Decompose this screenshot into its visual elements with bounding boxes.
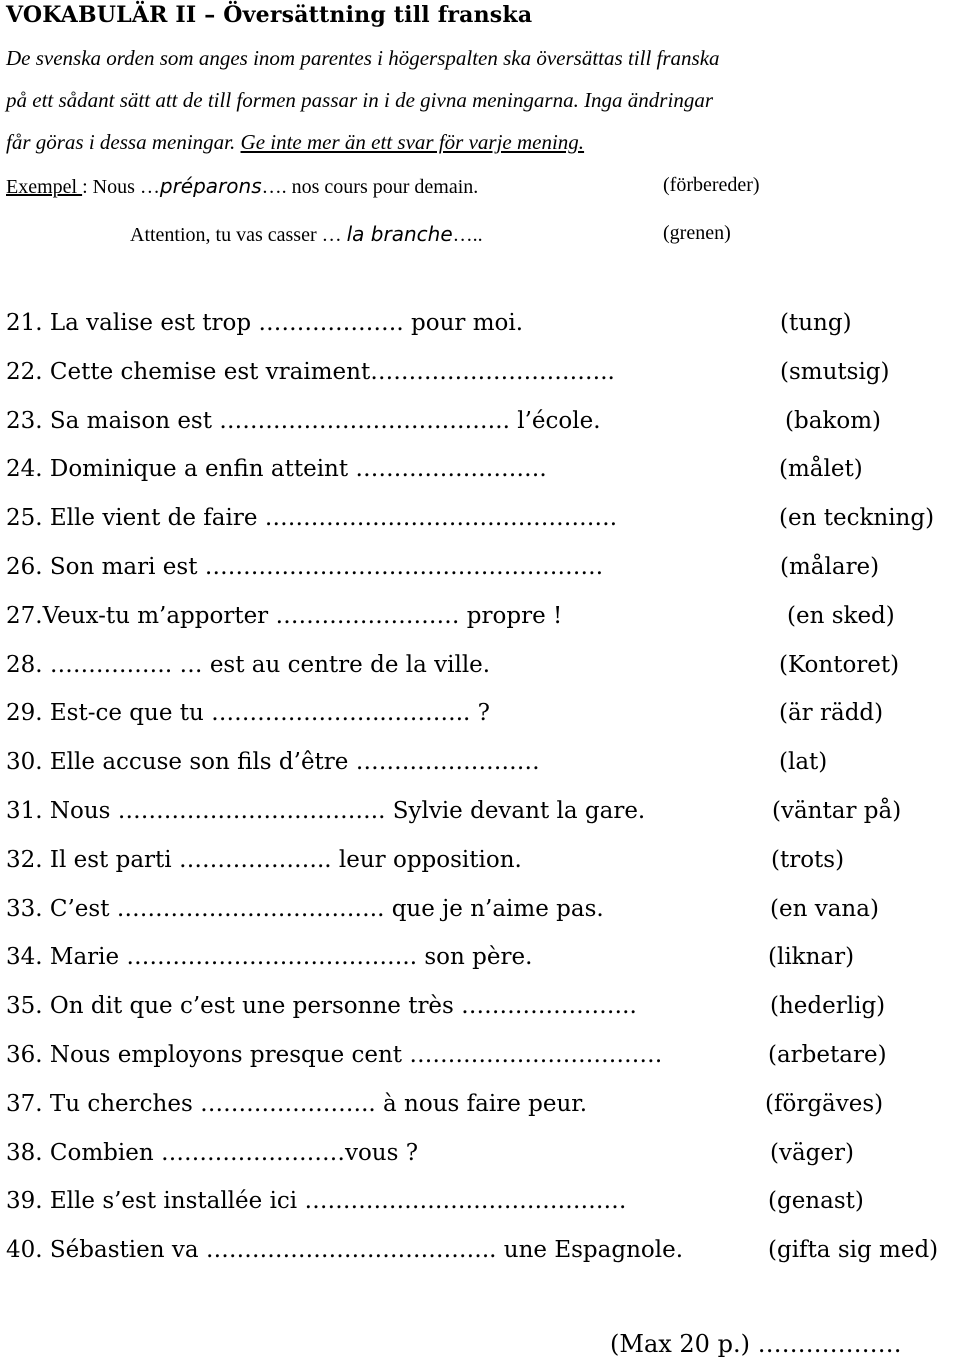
swedish-hint-24: (målet)	[779, 456, 863, 482]
question-38: 38. Combien ……………………vous ?	[6, 1140, 419, 1166]
example-answer-1: préparons	[159, 174, 262, 198]
page-title: VOKABULÄR II – Översättning till franska	[6, 2, 533, 28]
swedish-hint-35: (hederlig)	[770, 993, 886, 1019]
example-rest-2: …..	[452, 224, 483, 246]
question-26: 26. Son mari est …………………………………………….	[6, 554, 604, 580]
swedish-hint-32: (trots)	[771, 847, 845, 873]
example-answer-2: la branche	[346, 222, 453, 246]
swedish-hint-34: (liknar)	[768, 944, 855, 970]
question-27: 27.Veux-tu m’apporter …………………… propre !	[6, 603, 563, 629]
question-37: 37. Tu cherches ………………….. à nous faire peur.	[6, 1091, 588, 1117]
question-40: 40. Sébastien va ……………………………….. une Espagnole.	[6, 1237, 684, 1263]
question-30: 30. Elle accuse son fils d’être ……………………	[6, 749, 540, 775]
swedish-hint-40: (gifta sig med)	[768, 1237, 939, 1263]
swedish-hint-33: (en vana)	[770, 896, 879, 922]
question-24: 24. Dominique a enfin atteint …………………….	[6, 456, 547, 482]
question-25: 25. Elle vient de faire ……………………………………….	[6, 505, 618, 531]
question-36: 36. Nous employons presque cent ……………………………	[6, 1042, 663, 1068]
question-21: 21. La valise est trop ………………. pour moi.	[6, 310, 524, 336]
question-33: 33. C’est …………………………….. que je n’aime pas.	[6, 896, 604, 922]
instructions-line-2: på ett sådant sätt att de till formen passar in i de givna meningarna. Inga ändringar	[6, 88, 713, 112]
question-39: 39. Elle s’est installée ici ……………………………………	[6, 1188, 627, 1214]
swedish-hint-25: (en teckning)	[779, 505, 935, 531]
question-22: 22. Cette chemise est vraiment…………………………..	[6, 359, 615, 385]
example-gloss-2: (grenen)	[663, 222, 731, 244]
swedish-hint-29: (är rädd)	[779, 700, 884, 726]
swedish-hint-38: (väger)	[770, 1140, 854, 1166]
swedish-hint-28: (Kontoret)	[779, 652, 900, 678]
swedish-hint-36: (arbetare)	[768, 1042, 887, 1068]
swedish-hint-37: (förgäves)	[765, 1091, 884, 1117]
swedish-hint-23: (bakom)	[785, 408, 881, 434]
question-32: 32. Il est parti ……………….. leur opposition.	[6, 847, 522, 873]
question-23: 23. Sa maison est ……………………………….. l’école.	[6, 408, 601, 434]
max-score: (Max 20 p.) ………………	[610, 1330, 902, 1358]
swedish-hint-21: (tung)	[780, 310, 852, 336]
example-prefix: : Nous …	[82, 176, 160, 198]
swedish-hint-30: (lat)	[779, 749, 828, 775]
example-rest-1: …. nos cours pour demain.	[261, 176, 479, 198]
question-28: 28. ……………. … est au centre de la ville.	[6, 652, 491, 678]
swedish-hint-39: (genast)	[768, 1188, 864, 1214]
question-35: 35. On dit que c’est une personne très …………………..	[6, 993, 637, 1019]
question-34: 34. Marie ……………………………….. son père.	[6, 944, 533, 970]
swedish-hint-31: (väntar på)	[772, 798, 902, 824]
instructions-rule: Ge inte mer än ett svar för varje mening.	[240, 130, 585, 154]
instructions-text: får göras i dessa meningar.	[6, 130, 241, 154]
example-sentence-1	[6, 174, 478, 199]
example-gloss-1: (förbereder)	[663, 174, 760, 196]
swedish-hint-27: (en sked)	[787, 603, 895, 629]
example-sentence-2	[130, 222, 483, 247]
instructions-line-3	[6, 130, 584, 155]
example-prefix-2: Attention, tu vas casser …	[130, 224, 347, 246]
swedish-hint-26: (målare)	[780, 554, 880, 580]
swedish-hint-22: (smutsig)	[780, 359, 890, 385]
question-31: 31. Nous …………………………….. Sylvie devant la gare.	[6, 798, 646, 824]
question-29: 29. Est-ce que tu …………………..……….. ?	[6, 700, 491, 726]
example-label: Exempel	[6, 176, 83, 198]
instructions-line-1: De svenska orden som anges inom parentes i högerspalten ska översättas till franska	[6, 46, 720, 70]
